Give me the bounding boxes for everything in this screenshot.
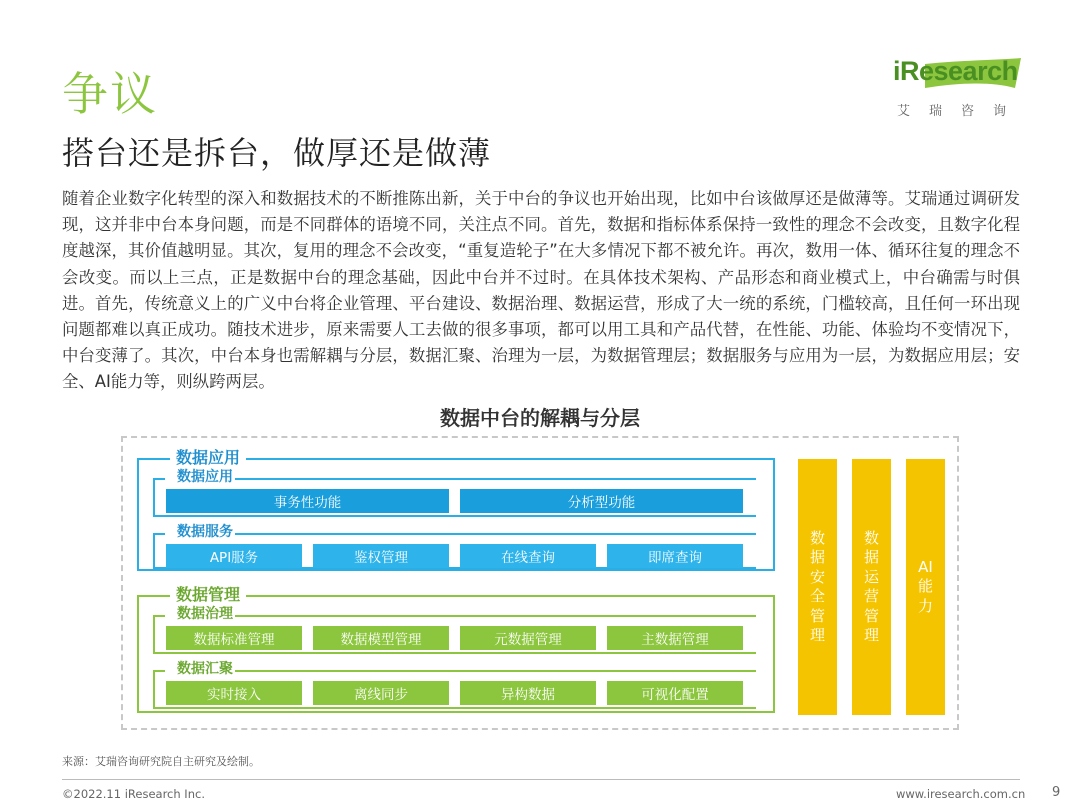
app-item: 事务性功能 [166,489,449,513]
aggregation-item: 可视化配置 [607,681,743,705]
governance-item: 元数据管理 [460,626,596,650]
aggregation-item: 离线同步 [313,681,449,705]
governance-sublayer-label: 数据治理 [177,606,233,622]
service-item: 在线查询 [460,544,596,568]
app-item: 分析型功能 [460,489,743,513]
copyright: ©2022.11 iResearch Inc. [62,787,205,801]
app-layer-label: 数据应用 [170,449,246,467]
aggregation-sublayer-label: 数据汇聚 [177,661,233,677]
pillar-operation-management [852,459,891,715]
pillar-security-management [798,459,837,715]
pillar-label: 数据安全管理 [809,528,825,644]
diagram-title: 数据中台的解耦与分层 [440,406,640,430]
governance-item: 主数据管理 [607,626,743,650]
governance-item: 数据模型管理 [313,626,449,650]
source-note: 来源：艾瑞咨询研究院自主研究及绘制。 [62,755,260,768]
iresearch-logo [893,56,1033,122]
page-subtitle: 搭台还是拆台，做厚还是做薄 [62,134,492,172]
pillar-ai-capability [906,459,945,715]
logo-brand: iResearch [893,56,1018,86]
aggregation-item: 实时接入 [166,681,302,705]
page-number: 9 [1052,785,1061,800]
service-item: 即席查询 [607,544,743,568]
pillar-label: 数据运营管理 [863,528,879,644]
aggregation-item: 异构数据 [460,681,596,705]
service-item: API服务 [166,544,302,568]
pillar-label: AI能力 [917,557,933,615]
app-sublayer-label: 数据应用 [177,469,233,485]
mgmt-layer-label: 数据管理 [170,586,246,604]
governance-item: 数据标准管理 [166,626,302,650]
footer-divider [62,779,1020,780]
body-paragraph: 随着企业数字化转型的深入和数据技术的不断推陈出新，关于中台的争议也开始出现，比如中台该做厚还是做薄等。艾瑞通过调研发现，这并非中台本身问题，而是不同群体的语境不同，关注点不同。首先，数据和指标体系保持一致性的理念不会改变，且数字化程度越深，其价值越明显。其次，复用的理念不会改变，“重复造轮子”在大多情况下都不被允许。再次，数用一体、循环往复的理念不会改变。而以上三点，正是数据中台的理念基础，因此中台并不过时。在具体技术架构、产品形态和商业模式上，中台确需与时俱进。首先，传统意义上的广义中台将企业管理、平台建设、数据治理、数据运营，形成了大一统的系统，门槛较高，且任何一环出现问题都难以真正成功。随技术进步，原来需要人工去做的很多事项，都可以用工具和产品代替，在性能、功能、体验均不变情况下，中台变薄了。其次，中台本身也需解耦与分层，数据汇聚、治理为一层，为数据管理层；数据服务与应用为一层，为数据应用层；安全、AI能力等，则纵跨两层。 [62,189,1020,392]
website-link[interactable]: www.iresearch.com.cn [896,787,1026,801]
logo-cn-text: 艾瑞咨询 [897,104,1026,119]
service-sublayer-label: 数据服务 [177,524,233,540]
page-title: 争议 [62,67,158,121]
service-item: 鉴权管理 [313,544,449,568]
